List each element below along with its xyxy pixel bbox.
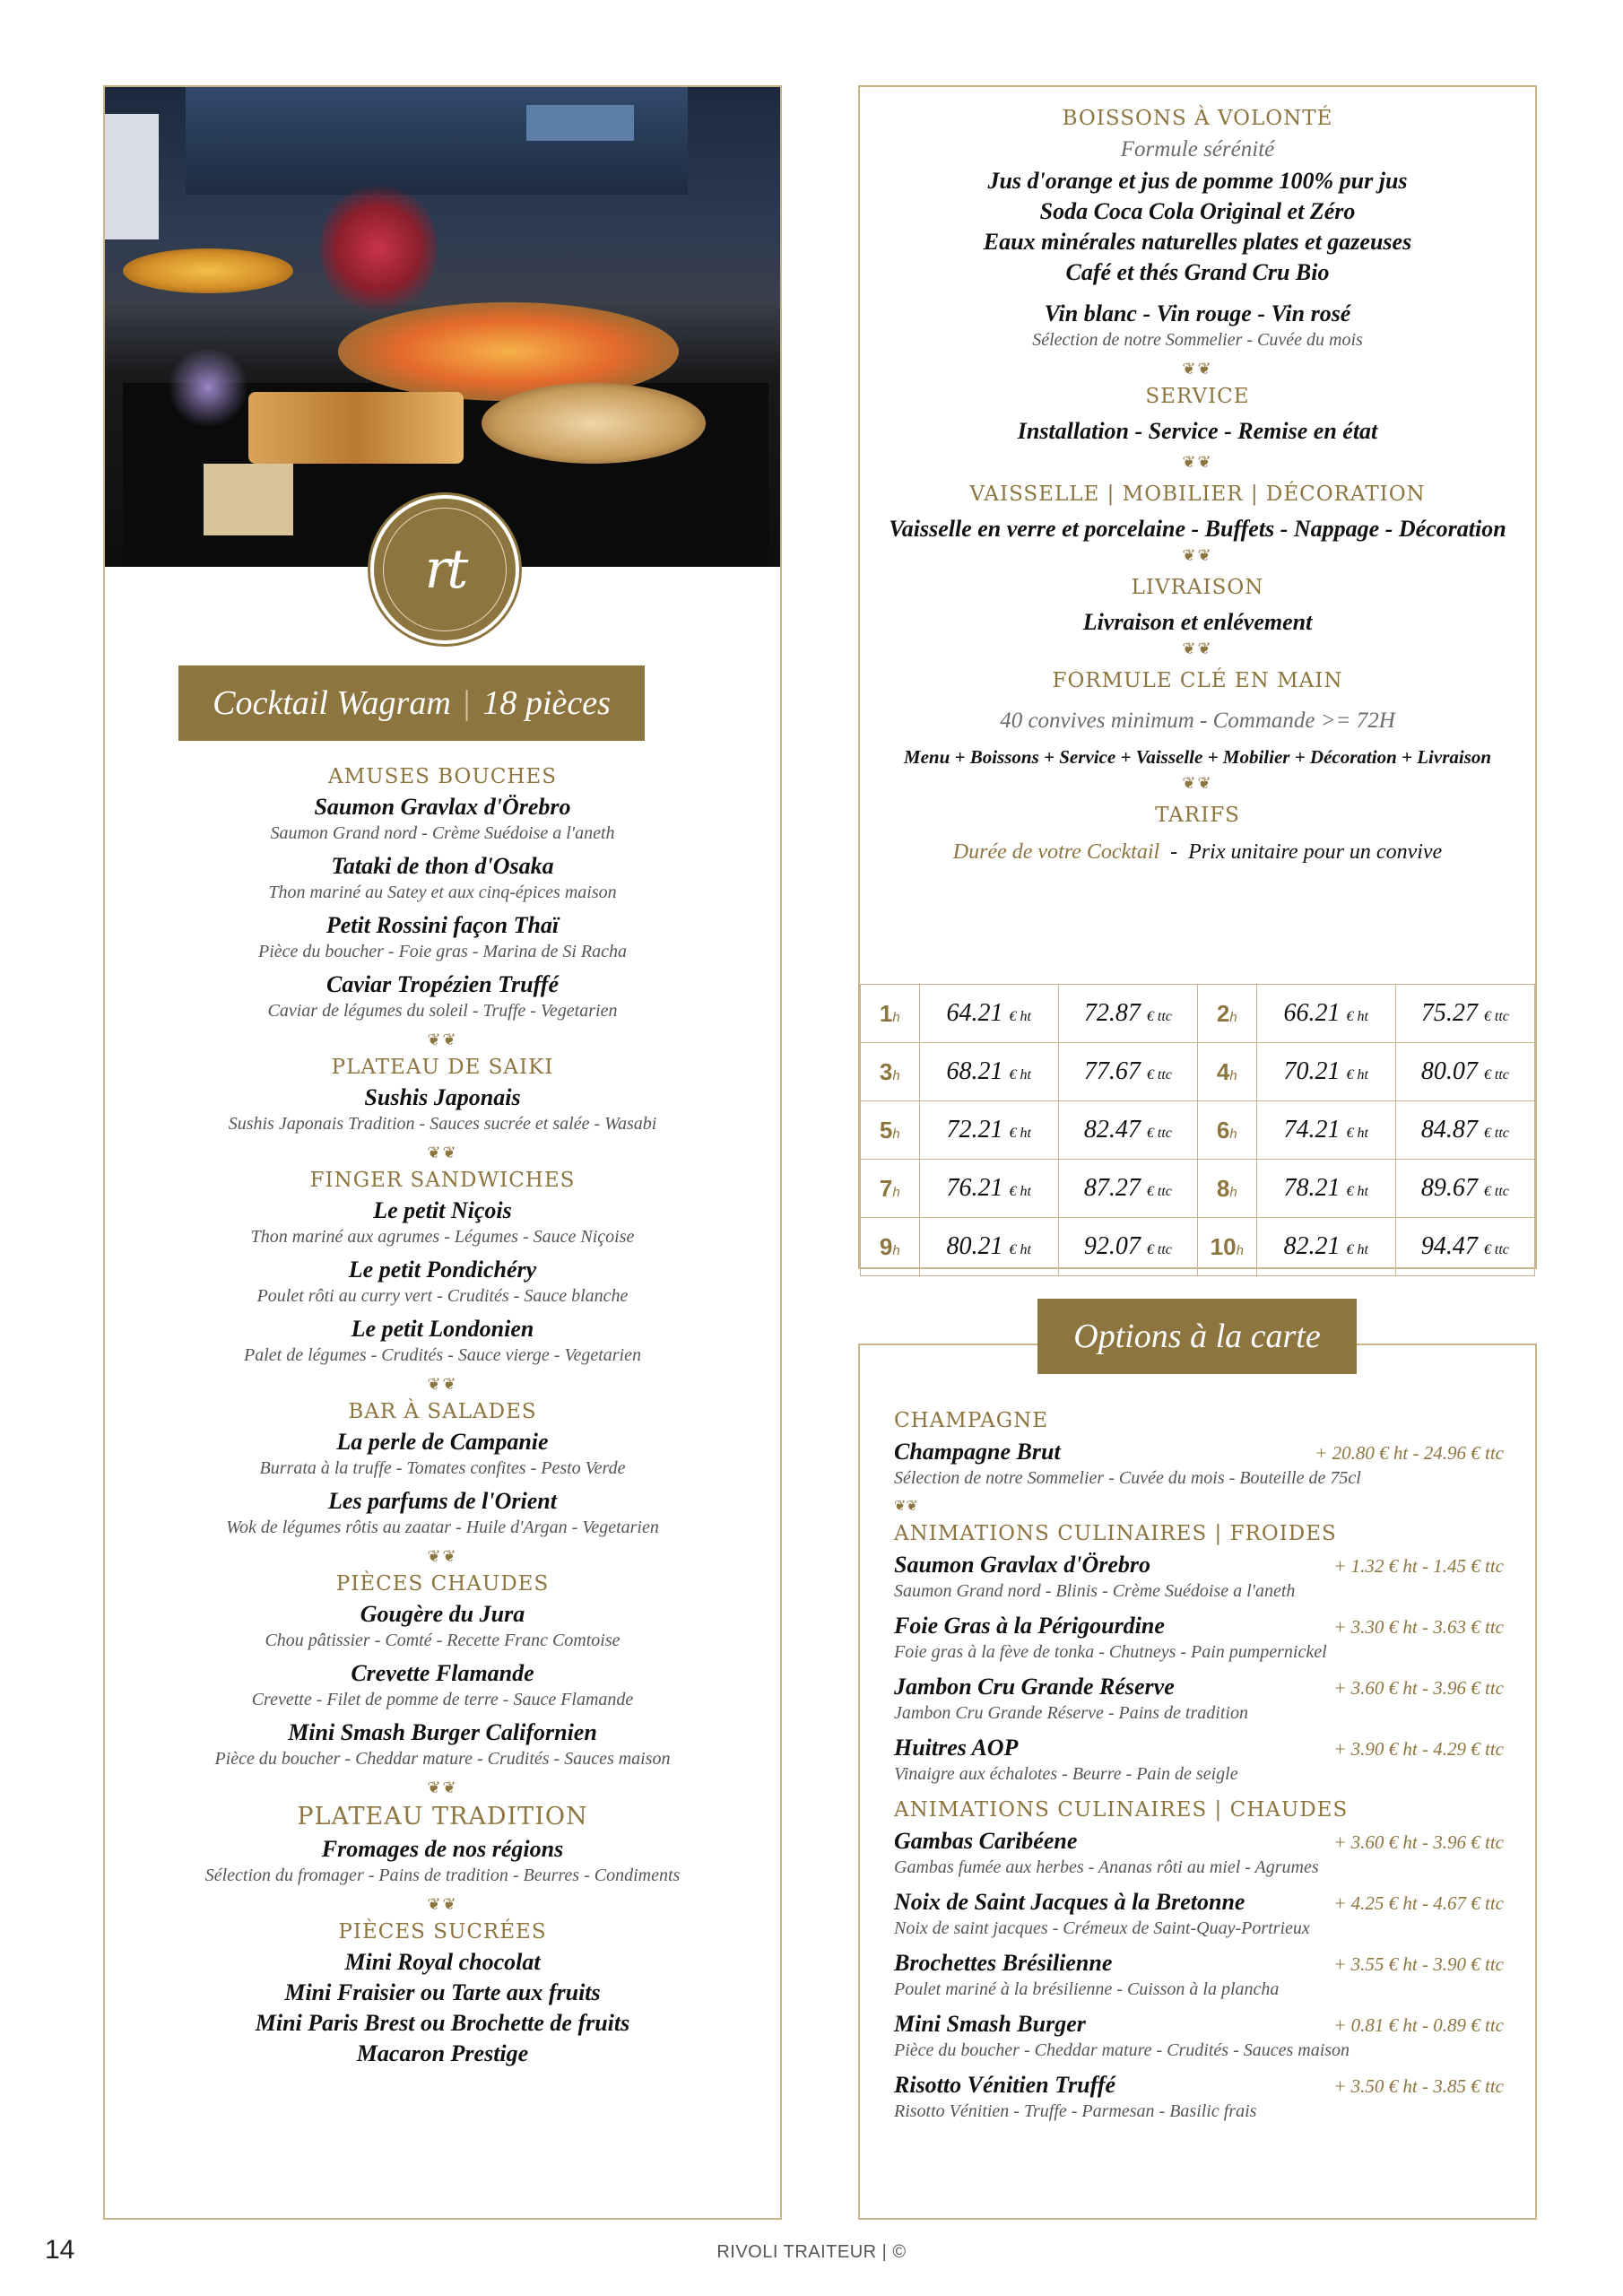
tarif-ht-unit: € ht	[1009, 1009, 1031, 1024]
option-name: Huitres AOP	[894, 1735, 1019, 1761]
tarif-duration	[1197, 1101, 1256, 1160]
option-name: Gambas Caribéene	[894, 1828, 1078, 1854]
menu-dish-desc: Pièce du boucher - Cheddar mature - Crudités - Sauces maison	[214, 1749, 671, 1769]
menu-dish-name: Petit Rossini façon Thaï	[325, 912, 560, 938]
tarif-ht-unit: € ht	[1009, 1126, 1031, 1141]
tarif-ttc-unit: € ttc	[1146, 1009, 1172, 1024]
tarif-hour-unit: h	[1229, 1184, 1237, 1200]
tarif-price-ht	[919, 1043, 1058, 1101]
tarif-ht-value: 66.21	[1283, 999, 1341, 1027]
option-price: + 3.30 € ht - 3.63 € ttc	[1333, 1616, 1504, 1638]
option-price: + 20.80 € ht - 24.96 € ttc	[1315, 1442, 1504, 1464]
menu-dish-desc: Sushis Japonais Tradition - Sauces sucrée et salée - Wasabi	[228, 1114, 657, 1134]
tarif-row	[861, 1043, 1535, 1101]
service-title: SERVICE	[1145, 385, 1250, 408]
tarif-price-ttc	[1395, 985, 1534, 1043]
ornament-icon: ❦❦	[1182, 774, 1213, 793]
tarif-price-ht	[919, 1101, 1058, 1160]
livraison-title: LIVRAISON	[1131, 576, 1264, 599]
cocktail-title: Cocktail Wagram | 18 pièces	[178, 665, 645, 741]
formule-subtitle: 40 convives minimum - Commande >= 72H	[1000, 709, 1395, 733]
tarif-duration	[861, 1043, 920, 1101]
menu-section-title: PIÈCES SUCRÉES	[338, 1920, 547, 1944]
tarif-ht-value: 74.21	[1283, 1116, 1341, 1144]
tarif-ht-unit: € ht	[1346, 1184, 1368, 1199]
option-row	[894, 1948, 1504, 1979]
menu-dish-name: Macaron Prestige	[356, 2040, 529, 2066]
ornament-icon: ❦❦	[894, 1497, 918, 1514]
tarif-ht-unit: € ht	[1346, 1067, 1368, 1083]
option-name: Foie Gras à la Périgourdine	[894, 1613, 1165, 1639]
tarif-price-ttc	[1058, 985, 1197, 1043]
option-desc: Foie gras à la fève de tonka - Chutneys - Pain pumpernickel	[894, 1642, 1327, 1662]
tarif-ht-unit: € ht	[1009, 1242, 1031, 1257]
tarif-row	[861, 1160, 1535, 1218]
menu-dish-name: Tataki de thon d'Osaka	[331, 853, 554, 879]
ornament-icon: ❦❦	[427, 1547, 458, 1566]
boissons-title: BOISSONS À VOLONTÉ	[1062, 107, 1333, 130]
option-price: + 3.55 € ht - 3.90 € ttc	[1333, 1953, 1504, 1975]
tarif-price-ttc	[1395, 1160, 1534, 1218]
menu-dish-desc: Wok de légumes rôtis au zaatar - Huile d'Argan - Vegetarien	[226, 1518, 659, 1537]
option-desc: Noix de saint jacques - Crémeux de Saint-Quay-Portrieux	[894, 1918, 1310, 1938]
ornament-icon: ❦❦	[1182, 639, 1213, 658]
boissons-line: Café et thés Grand Cru Bio	[1065, 259, 1330, 285]
tarif-price-ttc	[1058, 1160, 1197, 1218]
tarif-price-ht	[1256, 1101, 1395, 1160]
tarif-ttc-unit: € ttc	[1483, 1067, 1509, 1083]
tarif-duration	[861, 985, 920, 1043]
ornament-icon: ❦❦	[427, 1779, 458, 1797]
menu-dish-name: Les parfums de l'Orient	[328, 1488, 557, 1514]
tarif-price-ht	[1256, 1160, 1395, 1218]
tarif-duration	[861, 1160, 920, 1218]
tarif-table	[860, 984, 1535, 1276]
menu-dish-name: Le petit Londonien	[351, 1316, 534, 1342]
menu-dish-desc: Crevette - Filet de pomme de terre - Sauce Flamande	[251, 1690, 634, 1709]
option-desc: Jambon Cru Grande Réserve - Pains de tradition	[894, 1703, 1248, 1723]
options-section-title: ANIMATIONS CULINAIRES | FROIDES	[894, 1522, 1337, 1545]
tarif-row	[861, 985, 1535, 1043]
option-name: Saumon Gravlax d'Örebro	[894, 1552, 1151, 1578]
option-name: Brochettes Brésilienne	[894, 1950, 1113, 1976]
option-name: Champagne Brut	[894, 1439, 1061, 1465]
menu-section-title: FINGER SANDWICHES	[309, 1169, 576, 1192]
cocktail-menu-list	[105, 761, 780, 2069]
option-row	[894, 1887, 1504, 1918]
tarif-hours: 10	[1210, 1232, 1237, 1260]
tarif-hours: 6	[1216, 1116, 1230, 1144]
menu-dish-desc: Poulet rôti au curry vert - Crudités - Sauce blanche	[256, 1286, 629, 1306]
tarif-ht-unit: € ht	[1346, 1009, 1368, 1024]
ornament-icon: ❦❦	[427, 1375, 458, 1394]
option-desc: Poulet mariné à la brésilienne - Cuisson à la plancha	[894, 1979, 1280, 1999]
tarif-ttc-value: 84.87	[1420, 1116, 1478, 1144]
boissons-line: Eaux minérales naturelles plates et gazeuses	[983, 229, 1412, 255]
boissons-line: Soda Coca Cola Original et Zéro	[1039, 198, 1356, 224]
option-price: + 0.81 € ht - 0.89 € ttc	[1333, 2014, 1504, 2036]
tarif-ht-value: 72.21	[946, 1116, 1003, 1144]
option-price: + 3.90 € ht - 4.29 € ttc	[1333, 1738, 1504, 1760]
tarif-ttc-value: 82.47	[1083, 1116, 1141, 1144]
tarif-ht-value: 76.21	[946, 1174, 1003, 1202]
option-desc: Vinaigre aux échalotes - Beurre - Pain de seigle	[894, 1764, 1238, 1784]
tarif-ttc-unit: € ttc	[1483, 1009, 1509, 1024]
livraison-text: Livraison et enlévement	[1082, 609, 1313, 635]
menu-dish-desc: Pièce du boucher - Foie gras - Marina de Si Racha	[257, 942, 627, 961]
tarif-price-ht	[919, 1218, 1058, 1276]
tarif-ht-value: 78.21	[1283, 1174, 1341, 1202]
tarif-hours: 5	[879, 1116, 893, 1144]
cocktail-pieces: 18 pièces	[482, 684, 611, 722]
option-name: Mini Smash Burger	[894, 2011, 1086, 2037]
ornament-icon: ❦❦	[1182, 546, 1213, 565]
tarif-hours: 4	[1216, 1057, 1230, 1085]
boissons-line: Jus d'orange et jus de pomme 100% pur jus	[987, 168, 1408, 194]
tarif-ht-unit: € ht	[1346, 1242, 1368, 1257]
tarif-hours: 9	[879, 1232, 893, 1260]
tarif-price-ht	[919, 1160, 1058, 1218]
tarif-duration	[1197, 985, 1256, 1043]
tarif-ttc-unit: € ttc	[1146, 1067, 1172, 1083]
tarif-ht-value: 70.21	[1283, 1057, 1341, 1085]
tarif-price-ht	[919, 985, 1058, 1043]
tarif-price-ht	[1256, 1218, 1395, 1276]
options-title: Options à la carte	[1037, 1299, 1357, 1374]
tarif-ttc-unit: € ttc	[1146, 1126, 1172, 1141]
option-desc: Saumon Grand nord - Blinis - Crème Suédoise a l'aneth	[894, 1581, 1296, 1601]
tarif-price-ttc	[1395, 1043, 1534, 1101]
tarif-hour-unit: h	[892, 1126, 900, 1142]
menu-dish-desc: Thon mariné au Satey et aux cinq-épices maison	[268, 883, 617, 902]
option-row	[894, 2009, 1504, 2039]
tarifs-title: TARIFS	[1155, 804, 1240, 827]
ornament-icon: ❦❦	[1182, 453, 1213, 472]
tarif-hours: 7	[879, 1174, 893, 1202]
tarif-ttc-value: 72.87	[1083, 999, 1141, 1027]
option-price: + 3.60 € ht - 3.96 € ttc	[1333, 1831, 1504, 1853]
option-name: Risotto Vénitien Truffé	[894, 2072, 1116, 2098]
menu-dish-name: Gougère du Jura	[360, 1601, 525, 1627]
option-price: + 4.25 € ht - 4.67 € ttc	[1333, 1892, 1504, 1914]
tarif-hour-unit: h	[1229, 1126, 1237, 1142]
ornament-icon: ❦❦	[1182, 360, 1213, 378]
tarif-duration	[861, 1218, 920, 1276]
menu-dish-name: Mini Paris Brest ou Brochette de fruits	[255, 2010, 630, 2036]
menu-dish-name: Le petit Niçois	[373, 1197, 512, 1223]
tarif-price-ht	[1256, 985, 1395, 1043]
menu-dish-desc: Caviar de légumes du soleil - Truffe - Vegetarien	[267, 1001, 618, 1021]
option-row	[894, 1437, 1504, 1467]
tarif-ht-value: 82.21	[1283, 1232, 1341, 1260]
option-price: + 1.32 € ht - 1.45 € ttc	[1333, 1555, 1504, 1577]
menu-dish-desc: Sélection du fromager - Pains de tradition - Beurres - Condiments	[204, 1866, 681, 1885]
option-desc: Sélection de notre Sommelier - Cuvée du mois - Bouteille de 75cl	[894, 1468, 1361, 1488]
tarif-hour-unit: h	[892, 1184, 900, 1200]
tarifs-label	[860, 835, 1535, 869]
tarif-price-ttc	[1395, 1101, 1534, 1160]
ornament-icon: ❦❦	[427, 1031, 458, 1049]
tarif-hours: 3	[879, 1057, 893, 1085]
formule-text: Menu + Boissons + Service + Vaisselle + Mobilier + Décoration + Livraison	[903, 746, 1492, 768]
tarif-duration	[1197, 1160, 1256, 1218]
tarif-hour-unit: h	[1229, 1067, 1237, 1083]
tarifs-label-price: Prix unitaire pour un convive	[1188, 840, 1443, 864]
tarif-price-ttc	[1058, 1043, 1197, 1101]
option-name: Jambon Cru Grande Réserve	[894, 1674, 1175, 1700]
boissons-subtitle: Formule sérénité	[1120, 137, 1275, 161]
option-row	[894, 1826, 1504, 1857]
options-list	[894, 1401, 1504, 2131]
tarif-hours: 2	[1216, 999, 1230, 1027]
page-number: 14	[45, 2235, 75, 2265]
formula-panel	[858, 85, 1537, 1269]
tarif-ttc-value: 75.27	[1420, 999, 1478, 1027]
option-price: + 3.50 € ht - 3.85 € ttc	[1333, 2075, 1504, 2097]
logo-monogram: rt	[424, 538, 465, 601]
tarif-ht-value: 80.21	[946, 1232, 1003, 1260]
menu-dish-desc: Palet de légumes - Crudités - Sauce vierge - Vegetarien	[243, 1345, 641, 1365]
menu-dish-name: Sushis Japonais	[364, 1084, 521, 1110]
tarif-hours: 1	[879, 999, 893, 1027]
tarif-ttc-value: 94.47	[1420, 1232, 1478, 1260]
tarif-hour-unit: h	[1229, 1009, 1237, 1025]
tarif-duration	[1197, 1043, 1256, 1101]
menu-dish-desc: Burrata à la truffe - Tomates confites - Pesto Verde	[259, 1458, 626, 1478]
tarif-price-ht	[1256, 1043, 1395, 1101]
tarif-ht-value: 64.21	[946, 999, 1003, 1027]
menu-dish-name: Crevette Flamande	[351, 1660, 534, 1686]
option-name: Noix de Saint Jacques à la Bretonne	[894, 1889, 1245, 1915]
option-row	[894, 1550, 1504, 1580]
vaisselle-text: Vaisselle en verre et porcelaine - Buffets - Nappage - Décoration	[889, 516, 1506, 542]
wine-desc: Sélection de notre Sommelier - Cuvée du mois	[1032, 330, 1363, 350]
menu-section-title: PIÈCES CHAUDES	[335, 1572, 550, 1596]
menu-section-title: PLATEAU DE SAIKI	[331, 1056, 554, 1079]
tarif-ht-unit: € ht	[1009, 1067, 1031, 1083]
tarif-ttc-value: 92.07	[1083, 1232, 1141, 1260]
option-desc: Gambas fumée aux herbes - Ananas rôti au miel - Agrumes	[894, 1857, 1319, 1877]
formule-title: FORMULE CLÉ EN MAIN	[1052, 669, 1343, 692]
cocktail-menu-panel	[103, 85, 782, 2220]
tarif-hour-unit: h	[892, 1067, 900, 1083]
tarif-ht-value: 68.21	[946, 1057, 1003, 1085]
rivoli-logo	[370, 495, 519, 644]
menu-dish-name: Caviar Tropézien Truffé	[325, 971, 560, 997]
tarif-ttc-unit: € ttc	[1483, 1242, 1509, 1257]
tarif-ttc-unit: € ttc	[1146, 1242, 1172, 1257]
tarif-hour-unit: h	[1236, 1242, 1244, 1258]
tarif-row	[861, 1218, 1535, 1276]
menu-dish-name: La perle de Campanie	[336, 1429, 549, 1455]
menu-section-title: BAR À SALADES	[348, 1400, 537, 1423]
option-row	[894, 1672, 1504, 1702]
tarif-ht-unit: € ht	[1009, 1184, 1031, 1199]
tarif-price-ttc	[1395, 1218, 1534, 1276]
ornament-icon: ❦❦	[427, 1895, 458, 1914]
tarif-hours: 8	[1216, 1174, 1230, 1202]
footer-brand: RIVOLI TRAITEUR | ©	[716, 2242, 907, 2262]
wine-line: Vin blanc - Vin rouge - Vin rosé	[1044, 300, 1351, 326]
tarif-ttc-unit: € ttc	[1146, 1184, 1172, 1199]
menu-dish-name: Fromages de nos régions	[321, 1836, 564, 1862]
option-row	[894, 1611, 1504, 1641]
tarif-ttc-unit: € ttc	[1483, 1184, 1509, 1199]
tarif-ht-unit: € ht	[1346, 1126, 1368, 1141]
service-text: Installation - Service - Remise en état	[1017, 418, 1378, 444]
tarif-ttc-value: 80.07	[1420, 1057, 1478, 1085]
menu-dish-desc: Chou pâtissier - Comté - Recette Franc Comtoise	[265, 1631, 621, 1650]
menu-section-title: AMUSES BOUCHES	[328, 765, 557, 788]
ornament-icon: ❦❦	[427, 1144, 458, 1162]
tarif-hour-unit: h	[892, 1242, 900, 1258]
menu-dish-name: Mini Smash Burger Californien	[288, 1719, 597, 1745]
tarifs-label-duration: Durée de votre Cocktail	[952, 840, 1160, 864]
menu-dish-name: Mini Fraisier ou Tarte aux fruits	[284, 1979, 601, 2005]
options-section-title: ANIMATIONS CULINAIRES | CHAUDES	[894, 1798, 1349, 1822]
tarif-duration	[1197, 1218, 1256, 1276]
tarif-row	[861, 1101, 1535, 1160]
tarif-ttc-value: 87.27	[1083, 1174, 1141, 1202]
tarifs-label-sep: -	[1170, 840, 1178, 864]
menu-dish-name: Saumon Gravlax d'Örebro	[314, 794, 571, 820]
option-desc: Risotto Vénitien - Truffe - Parmesan - Basilic frais	[894, 2101, 1257, 2121]
tarif-price-ttc	[1058, 1101, 1197, 1160]
tarif-duration	[861, 1101, 920, 1160]
menu-dish-desc: Saumon Grand nord - Crème Suédoise a l'aneth	[270, 823, 615, 843]
option-price: + 3.60 € ht - 3.96 € ttc	[1333, 1677, 1504, 1699]
menu-dish-name: Mini Royal chocolat	[344, 1949, 541, 1975]
tarif-ttc-unit: € ttc	[1483, 1126, 1509, 1141]
option-desc: Pièce du boucher - Cheddar mature - Crudités - Sauces maison	[894, 2040, 1350, 2060]
option-row	[894, 2070, 1504, 2100]
tarif-ttc-value: 77.67	[1083, 1057, 1141, 1085]
cocktail-name: Cocktail Wagram	[213, 684, 451, 722]
menu-section-title: PLATEAU TRADITION	[297, 1803, 588, 1831]
tarif-hour-unit: h	[892, 1009, 900, 1025]
menu-dish-desc: Thon mariné aux agrumes - Légumes - Sauce Niçoise	[250, 1227, 635, 1247]
option-row	[894, 1733, 1504, 1763]
options-section-title: CHAMPAGNE	[894, 1409, 1049, 1432]
tarif-ttc-value: 89.67	[1420, 1174, 1478, 1202]
tarif-price-ttc	[1058, 1218, 1197, 1276]
menu-dish-name: Le petit Pondichéry	[348, 1257, 537, 1283]
vaisselle-title: VAISSELLE | MOBILIER | DÉCORATION	[969, 483, 1426, 506]
options-panel	[858, 1344, 1537, 2220]
